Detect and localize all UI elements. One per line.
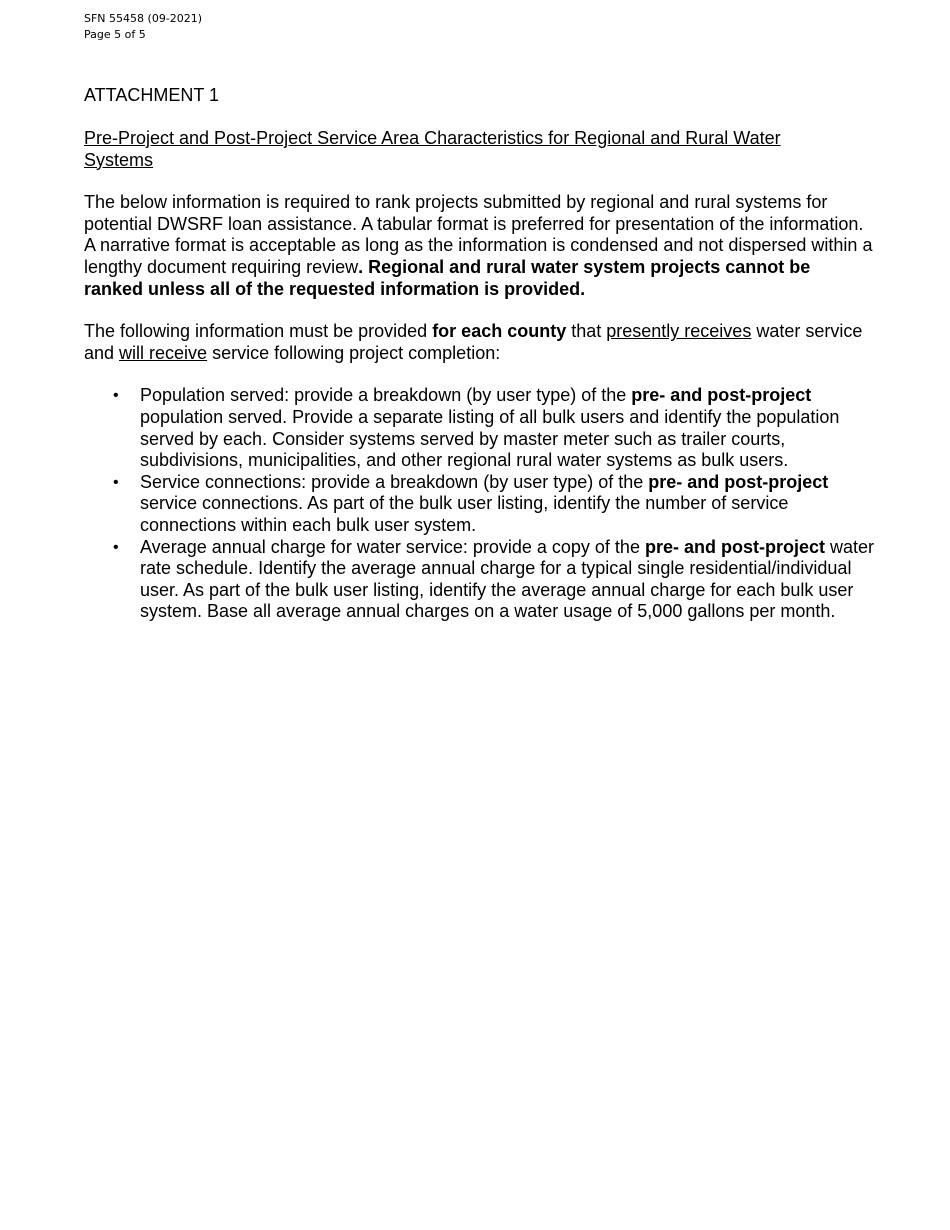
bullet-icon: • [113, 387, 119, 405]
form-header [84, 11, 202, 43]
list-item [113, 385, 874, 471]
instruction-paragraph [84, 321, 874, 364]
requirement-lead: Population served: provide a breakdown (by user type) of the [140, 385, 632, 406]
requirement-lead: Average annual charge for water service: provide a copy of the [140, 536, 645, 557]
instruction-text-3: water service and [84, 321, 863, 363]
instruction-text-2: that [566, 321, 607, 342]
intro-paragraph [84, 192, 874, 300]
requirement-bold: pre- and post-project [644, 536, 825, 557]
list-item [113, 536, 875, 623]
instruction-underline-presently: presently receives [606, 321, 752, 342]
requirement-bold: pre- and post-project [648, 471, 829, 492]
section-title: Pre-Project and Post-Project Service Area Characteristics for Regional and Rural Water Systems [84, 128, 781, 170]
bullet-icon: • [113, 538, 119, 556]
document-body [84, 83, 874, 623]
requirements-list [84, 385, 874, 623]
intro-text: The below information is required to rank projects submitted by regional and rural systems for potential DWSRF loan assistance. A tabular format is preferred for presentation of the information. A narrative format is acceptable as long as the information is condensed and not dispersed within a lengthy document requiring review [84, 192, 873, 277]
instruction-text-1: The following information must be provided [84, 321, 433, 342]
attachment-title: ATTACHMENT 1 [84, 85, 220, 105]
requirement-bold: pre- and post-project [631, 385, 812, 406]
intro-bold-text: . Regional and rural water system projects cannot be ranked unless all of the requested information is provided. [84, 256, 811, 299]
form-number: SFN 55458 (09-2021) [84, 12, 203, 25]
requirement-rest: water rate schedule. Identify the average annual charge for a typical single residential/individual user. As part of the bulk user listing, identify the average annual charge for each bulk user system. Base all average annual charges on a water usage of 5,000 gallons per month. [140, 536, 875, 622]
requirement-rest: service connections. As part of the bulk user listing, identify the number of service connections within each bulk user system. [140, 493, 789, 535]
list-item [113, 471, 874, 537]
requirement-lead: Service connections: provide a breakdown (by user type) of the [140, 471, 649, 492]
page-number: Page 5 of 5 [84, 28, 146, 41]
instruction-text-4: service following project completion: [207, 342, 501, 363]
bullet-icon: • [113, 473, 119, 491]
instruction-underline-will: will receive [119, 342, 208, 363]
requirement-rest: population served. Provide a separate listing of all bulk users and identify the population served by each. Consider systems served by master meter such as trailer courts, subdivisions, municipalities, and other regional rural water systems as bulk users. [140, 406, 840, 471]
instruction-bold-county: for each county [432, 321, 567, 342]
